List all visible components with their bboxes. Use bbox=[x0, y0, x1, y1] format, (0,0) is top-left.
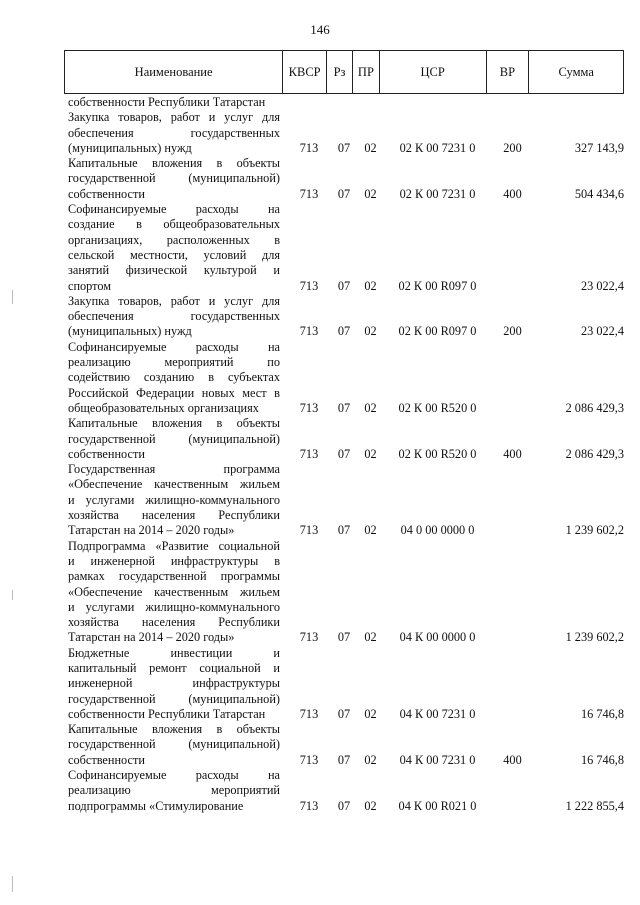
kvsr-cell: 713 bbox=[299, 630, 319, 645]
csr-cell: 02 К 00 R097 0 bbox=[398, 324, 477, 339]
scan-margin-mark bbox=[12, 590, 13, 600]
name-line: хозяйства населения Республики bbox=[68, 615, 280, 630]
pr-cell: 02 bbox=[364, 186, 377, 201]
name-line: спортом bbox=[68, 278, 112, 293]
rz-cell: 07 bbox=[337, 523, 351, 538]
name-line: собственности bbox=[68, 186, 145, 201]
name-line: реализацию мероприятий по bbox=[68, 355, 280, 370]
name-cell bbox=[68, 416, 280, 462]
pr-cell: 02 bbox=[364, 706, 377, 721]
name-line: государственной (муниципальной) bbox=[68, 171, 280, 186]
name-line: Татарстан на 2014 – 2020 годы» bbox=[68, 630, 235, 645]
csr-cell: 02 К 00 7231 0 bbox=[399, 140, 476, 155]
kvsr-cell: 713 bbox=[299, 278, 319, 293]
table-row bbox=[68, 768, 624, 814]
rz-cell: 07 bbox=[337, 706, 351, 721]
header-sum: Сумма bbox=[558, 64, 594, 79]
name-line: Татарстан на 2014 – 2020 годы» bbox=[68, 523, 235, 538]
csr-cell: 04 К 00 7231 0 bbox=[399, 706, 476, 721]
vr-cell: 200 bbox=[503, 324, 522, 339]
name-line: собственности bbox=[68, 446, 145, 461]
sum-cell: 23 022,4 bbox=[580, 324, 624, 339]
name-line: содействию созданию в субъектах bbox=[68, 370, 280, 385]
name-line: инженерной инфраструктуры bbox=[68, 676, 280, 691]
csr-cell: 04 К 00 0000 0 bbox=[399, 630, 476, 645]
pr-cell: 02 bbox=[364, 324, 377, 339]
vr-cell: 400 bbox=[503, 446, 522, 461]
table-header bbox=[64, 50, 624, 94]
name-line: Софинансируемые расходы на bbox=[68, 768, 280, 783]
scan-margin-mark bbox=[12, 876, 13, 892]
header-name: Наименование bbox=[65, 51, 283, 93]
name-cell bbox=[68, 646, 280, 722]
table-row bbox=[68, 416, 624, 462]
csr-cell: 02 К 00 R097 0 bbox=[398, 278, 477, 293]
name-line: хозяйства населения Республики bbox=[68, 508, 280, 523]
name-line: собственности Республики Татарстан bbox=[68, 706, 266, 721]
rz-cell: 07 bbox=[337, 186, 351, 201]
table-row bbox=[68, 156, 624, 202]
csr-cell: 02 К 00 7231 0 bbox=[399, 186, 476, 201]
name-cell bbox=[68, 722, 280, 768]
kvsr-cell: 713 bbox=[299, 446, 319, 461]
pr-cell: 02 bbox=[364, 752, 377, 767]
name-cell bbox=[68, 539, 280, 646]
name-line: и услугами жилищно-коммунального bbox=[68, 492, 280, 507]
header-kvsr: КВСР bbox=[283, 51, 327, 93]
name-line: собственности bbox=[68, 752, 145, 767]
rz-cell: 07 bbox=[337, 752, 351, 767]
name-line: Софинансируемые расходы на bbox=[68, 202, 280, 217]
name-line: Закупка товаров, работ и услуг для bbox=[68, 293, 280, 308]
name-line: сельской местности, условий для bbox=[68, 247, 280, 262]
name-cell bbox=[68, 110, 280, 156]
page-number: 146 bbox=[310, 22, 330, 37]
name-line: Капитальные вложения в объекты bbox=[68, 416, 280, 431]
name-line: (муниципальных) нужд bbox=[68, 324, 192, 339]
sum-cell: 2 086 429,3 bbox=[565, 446, 624, 461]
table-row bbox=[68, 294, 624, 340]
name-line: капитальный ремонт социальной и bbox=[68, 660, 280, 675]
sum-cell: 1 239 602,2 bbox=[565, 523, 624, 538]
vr-cell: 400 bbox=[503, 752, 522, 767]
pr-cell: 02 bbox=[364, 798, 377, 813]
table-row bbox=[68, 202, 624, 294]
header-csr: ЦСР bbox=[380, 51, 487, 93]
name-line: Российской Федерации новых мест в bbox=[68, 385, 280, 400]
name-cell bbox=[68, 462, 280, 538]
csr-cell: 04 К 00 R021 0 bbox=[398, 798, 477, 813]
pr-cell: 02 bbox=[364, 523, 377, 538]
sum-cell: 1 239 602,2 bbox=[565, 630, 624, 645]
table-body bbox=[68, 95, 624, 814]
vr-cell: 400 bbox=[503, 186, 522, 201]
name-line: обеспечения государственных bbox=[68, 125, 280, 140]
name-line: занятий физической культурой и bbox=[68, 263, 280, 278]
name-line: «Обеспечение качественным жильем bbox=[68, 584, 280, 599]
name-line: организациях, расположенных в bbox=[68, 232, 280, 247]
csr-cell: 02 К 00 R520 0 bbox=[398, 446, 477, 461]
pr-cell: 02 bbox=[364, 400, 377, 415]
rz-cell: 07 bbox=[337, 324, 351, 339]
name-line: создание в общеобразовательных bbox=[68, 217, 280, 232]
rz-cell: 07 bbox=[337, 446, 351, 461]
csr-cell: 04 0 00 0000 0 bbox=[400, 523, 475, 538]
kvsr-cell: 713 bbox=[299, 400, 319, 415]
sum-cell: 16 746,8 bbox=[580, 706, 624, 721]
name-line: и инженерной инфраструктуры в bbox=[68, 553, 280, 568]
name-cell bbox=[68, 156, 280, 202]
name-line: собственности Республики Татарстан bbox=[68, 95, 266, 109]
name-line: государственной (муниципальной) bbox=[68, 737, 280, 752]
name-line: обеспечения государственных bbox=[68, 309, 280, 324]
kvsr-cell: 713 bbox=[299, 523, 319, 538]
pr-cell: 02 bbox=[364, 446, 377, 461]
name-line: и услугами жилищно-коммунального bbox=[68, 599, 280, 614]
vr-cell: 200 bbox=[503, 140, 522, 155]
kvsr-cell: 713 bbox=[299, 798, 319, 813]
name-line: государственной (муниципальной) bbox=[68, 691, 280, 706]
kvsr-cell: 713 bbox=[299, 186, 319, 201]
csr-cell: 02 К 00 R520 0 bbox=[398, 400, 477, 415]
kvsr-cell: 713 bbox=[299, 752, 319, 767]
table-row bbox=[68, 462, 624, 538]
pr-cell: 02 bbox=[364, 278, 377, 293]
name-line: «Обеспечение качественным жильем bbox=[68, 477, 280, 492]
scan-margin-mark bbox=[12, 290, 13, 304]
name-line: Государственная программа bbox=[68, 462, 280, 477]
csr-cell: 04 К 00 7231 0 bbox=[399, 752, 476, 767]
name-line: подпрограммы «Стимулирование bbox=[68, 798, 244, 813]
sum-cell: 504 434,6 bbox=[574, 186, 624, 201]
rz-cell: 07 bbox=[337, 630, 351, 645]
sum-cell: 1 222 855,4 bbox=[565, 798, 624, 813]
name-line: общеобразовательных организациях bbox=[68, 400, 259, 415]
rz-cell: 07 bbox=[337, 278, 351, 293]
name-line: (муниципальных) нужд bbox=[68, 140, 192, 155]
name-line: государственной (муниципальной) bbox=[68, 431, 280, 446]
table-row bbox=[68, 722, 624, 768]
name-cell bbox=[68, 768, 280, 814]
name-line: Софинансируемые расходы на bbox=[68, 339, 280, 354]
kvsr-cell: 713 bbox=[299, 140, 319, 155]
rz-cell: 07 bbox=[337, 140, 351, 155]
name-cell bbox=[68, 95, 280, 110]
rz-cell: 07 bbox=[337, 798, 351, 813]
table-row bbox=[68, 646, 624, 722]
header-rz: Рз bbox=[327, 51, 353, 93]
name-line: рамках государственной программы bbox=[68, 569, 280, 584]
name-line: Капитальные вложения в объекты bbox=[68, 156, 280, 171]
name-line: Бюджетные инвестиции и bbox=[68, 645, 280, 660]
name-line: Подпрограмма «Развитие социальной bbox=[68, 538, 280, 553]
name-line: реализацию мероприятий bbox=[68, 783, 280, 798]
pr-cell: 02 bbox=[364, 630, 377, 645]
rz-cell: 07 bbox=[337, 400, 351, 415]
name-line: Капитальные вложения в объекты bbox=[68, 722, 280, 737]
name-cell bbox=[68, 294, 280, 340]
kvsr-cell: 713 bbox=[299, 324, 319, 339]
header-vr: ВР bbox=[487, 51, 530, 93]
table-row bbox=[68, 539, 624, 646]
pr-cell: 02 bbox=[364, 140, 377, 155]
header-pr: ПР bbox=[353, 51, 380, 93]
sum-cell: 327 143,9 bbox=[574, 140, 624, 155]
kvsr-cell: 713 bbox=[299, 706, 319, 721]
table-row bbox=[68, 340, 624, 416]
table-row bbox=[68, 95, 624, 110]
name-line: Закупка товаров, работ и услуг для bbox=[68, 110, 280, 125]
name-cell bbox=[68, 202, 280, 294]
sum-cell: 16 746,8 bbox=[580, 752, 624, 767]
sum-cell: 2 086 429,3 bbox=[565, 400, 624, 415]
name-cell bbox=[68, 340, 280, 416]
sum-cell: 23 022,4 bbox=[580, 278, 624, 293]
table-row bbox=[68, 110, 624, 156]
